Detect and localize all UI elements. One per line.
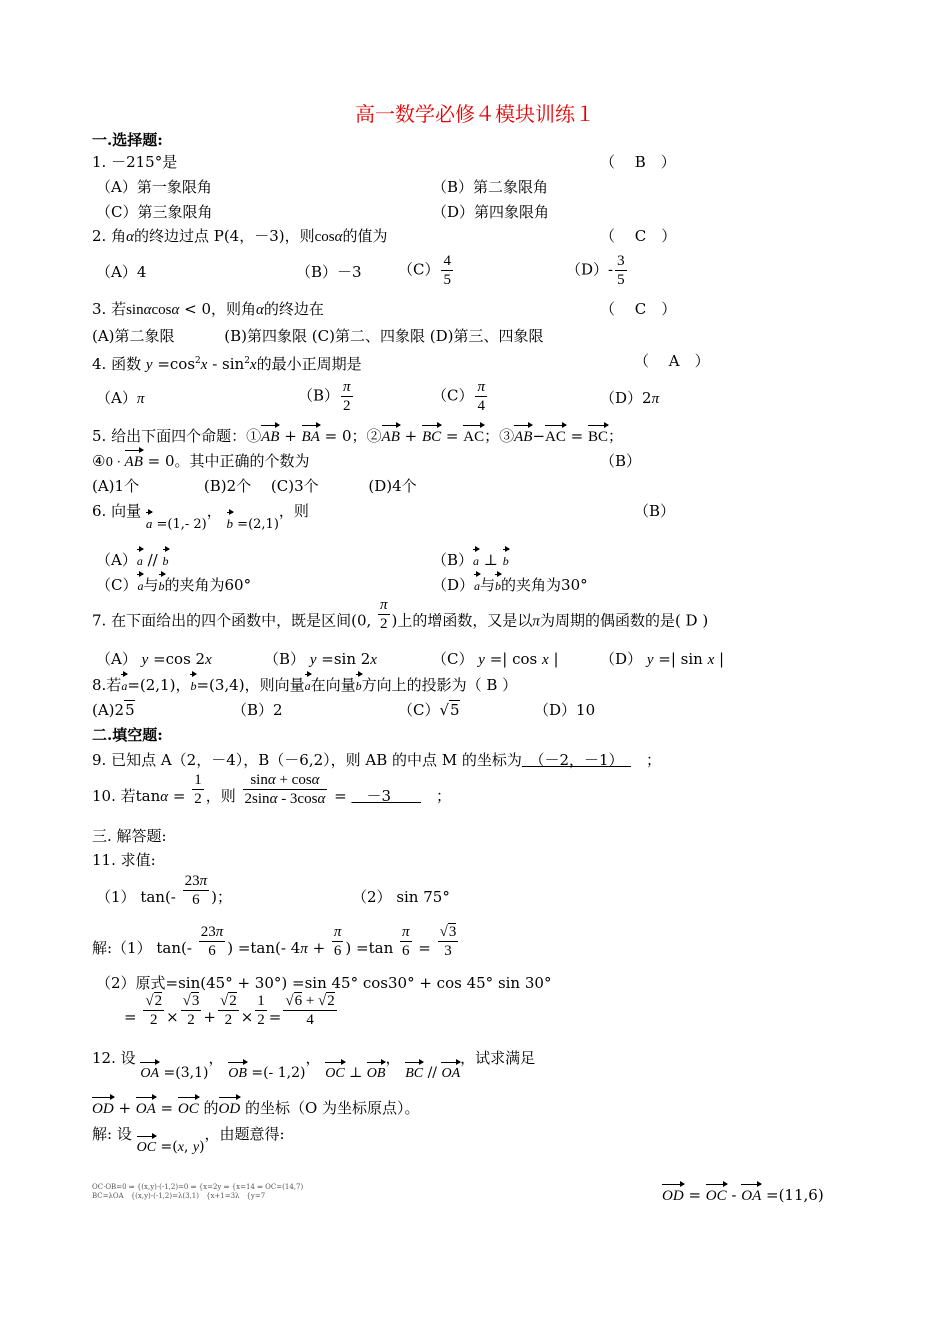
q6-opt-a: （A）a // b	[96, 551, 169, 569]
q6-opt-b: （B）a ⊥ b	[432, 551, 509, 569]
q2-stem: 2. 角α的终边过点 P(4，－3)，则cosα的值为	[92, 227, 388, 245]
q12-stem-line2: OD + OA = OC 的OD 的坐标（O 为坐标原点）。	[92, 1099, 420, 1117]
q11-part2: （2） sin 75°	[352, 888, 450, 906]
q5-stem: 5. 给出下面四个命题：①AB + BA = 0；②AB + BC = AC；③AB−AC = BC；	[92, 427, 623, 445]
q8-opt-d: （D）10	[534, 701, 596, 719]
q7-opt-d: （D） y =| sin x |	[600, 650, 725, 668]
q6-stem: 6. 向量 a =(1,- 2)， b =(2,1)，则	[92, 502, 309, 532]
q11-solution2: （2）原式=sin(45° + 30°) =sin 45° cos30° + cos 45° sin 30°	[96, 974, 552, 992]
q1-answer: （ B ）	[600, 153, 676, 171]
q4-answer: （ A ）	[634, 352, 710, 370]
q3-options: (A)第二象限 (B)第四象限 (C)第二、四象限 (D)第三、四象限	[92, 327, 544, 345]
q12-system-scan: OC·OB=0 ⇒ {(x,y)·(-1,2)=0 ⇒ {x=2y ⇒ {x=14 ⇒ OC=(14,7) BC=λOA {(x,y)-(-1,2)=λ(3,1) {x+1=3λ {y=7	[92, 1183, 304, 1200]
q8-opt-c: （C）√5	[398, 701, 460, 719]
q7-opt-a: （A） y =cos 2x	[96, 650, 212, 668]
q4-opt-c: （C） $\frac{\pi}{4}$	[432, 379, 485, 414]
q3-answer: （ C ）	[600, 300, 677, 318]
q1-opt-a: （A）第一象限角	[96, 178, 212, 196]
section-answer: 三. 解答题:	[92, 827, 167, 845]
q8-stem: 8.若a=(2,1)，b=(3,4)，则向量a在向量b方向上的投影为（ B ）	[92, 676, 518, 694]
q5-options: (A)1个 (B)2个 (C)3个 (D)4个	[92, 477, 417, 495]
q5-answer: （B）	[600, 452, 642, 470]
q1-opt-b: （B）第二象限角	[432, 178, 549, 196]
section-choice: 一.选择题:	[92, 131, 163, 149]
q2-opt-d: （D）- $\frac{3}{5}$	[566, 253, 625, 288]
q9-text: 9. 已知点 A（2，－4），B（－6,2），则 AB 的中点 M 的坐标为 （－2，－1） ；	[92, 751, 662, 769]
q6-opt-d: （D）a与b的夹角为30°	[432, 576, 588, 594]
q4-opt-a: （A）π	[96, 389, 145, 407]
q4-opt-d: （D）2π	[600, 389, 660, 407]
q8-opt-a: (A)25	[92, 701, 135, 719]
q11-part1: （1） tan(- $\frac{23\pi}{6}$ )；	[96, 872, 233, 908]
q6-opt-c: （C）a与b的夹角为60°	[96, 576, 252, 594]
q2-answer: （ C ）	[600, 227, 677, 245]
q8-opt-b: （B）2	[232, 701, 283, 719]
q12-stem: 12. 设 OA =(3,1)， OB =(- 1,2)， OC ⊥ OB， BC // OA，试求满足	[92, 1048, 535, 1070]
q2-opt-c: （C） $\frac{4}{5}$	[398, 253, 451, 288]
q3-stem: 3. 若sinαcosα < 0，则角α的终边在	[92, 300, 324, 318]
q1-stem: 1. －215°是	[92, 153, 178, 171]
q12-solution: 解: 设 OC =(x, y)，由题意得:	[92, 1124, 285, 1146]
q1-opt-c: （C）第三象限角	[96, 203, 213, 221]
q5-stem-line2: ④0 · AB = 0。其中正确的个数为	[92, 452, 310, 470]
section-fill: 二.填空题:	[92, 726, 163, 744]
q7-opt-c: （C） y =| cos x |	[432, 650, 559, 668]
q4-opt-b: （B） $\frac{\pi}{2}$	[298, 379, 351, 414]
q7-stem: 7. 在下面给出的四个函数中，既是区间(0, $\frac{\pi}{2}$ )上的增函数，又是以π为周期的偶函数的是( D )	[92, 597, 709, 632]
q2-opt-b: （B）－3	[296, 263, 362, 281]
q6-answer: （B）	[634, 502, 676, 520]
page-title: 高一数学必修４模块训练１	[355, 102, 595, 126]
q11-solution1: 解:（1） tan(- $\frac{23\pi}{6}$ ) =tan(- 4π + $\frac{\pi}{6}$ ) =tan $\frac{\pi}{6}$ = $\frac{√3}{3}$	[92, 923, 457, 959]
q12-result: OD = OC - OA =(11,6)	[662, 1186, 824, 1204]
q11-stem: 11. 求值:	[92, 851, 156, 869]
q4-stem: 4. 函数 $y =\cos^2x - \sin^2x$的最小正周期是	[92, 355, 362, 373]
q1-opt-d: （D）第四象限角	[432, 203, 550, 221]
q2-opt-a: （A）4	[96, 263, 147, 281]
q11-solution3: = $\frac{√2}{2}$ × $\frac{√3}{2}$ + $\frac{√2}{2}$ × $\frac{1}{2}$ = $\frac{√6 + √2}{4}$	[124, 992, 335, 1028]
q7-opt-b: （B） y =sin 2x	[264, 650, 377, 668]
q10-stem: 10. 若tanα = $\frac{1}{2}$ ，则 $\frac{\sin\alpha + \cos\alpha}{2\sin\alpha - 3\cos\alpha}$ = －3 ；	[92, 771, 452, 807]
